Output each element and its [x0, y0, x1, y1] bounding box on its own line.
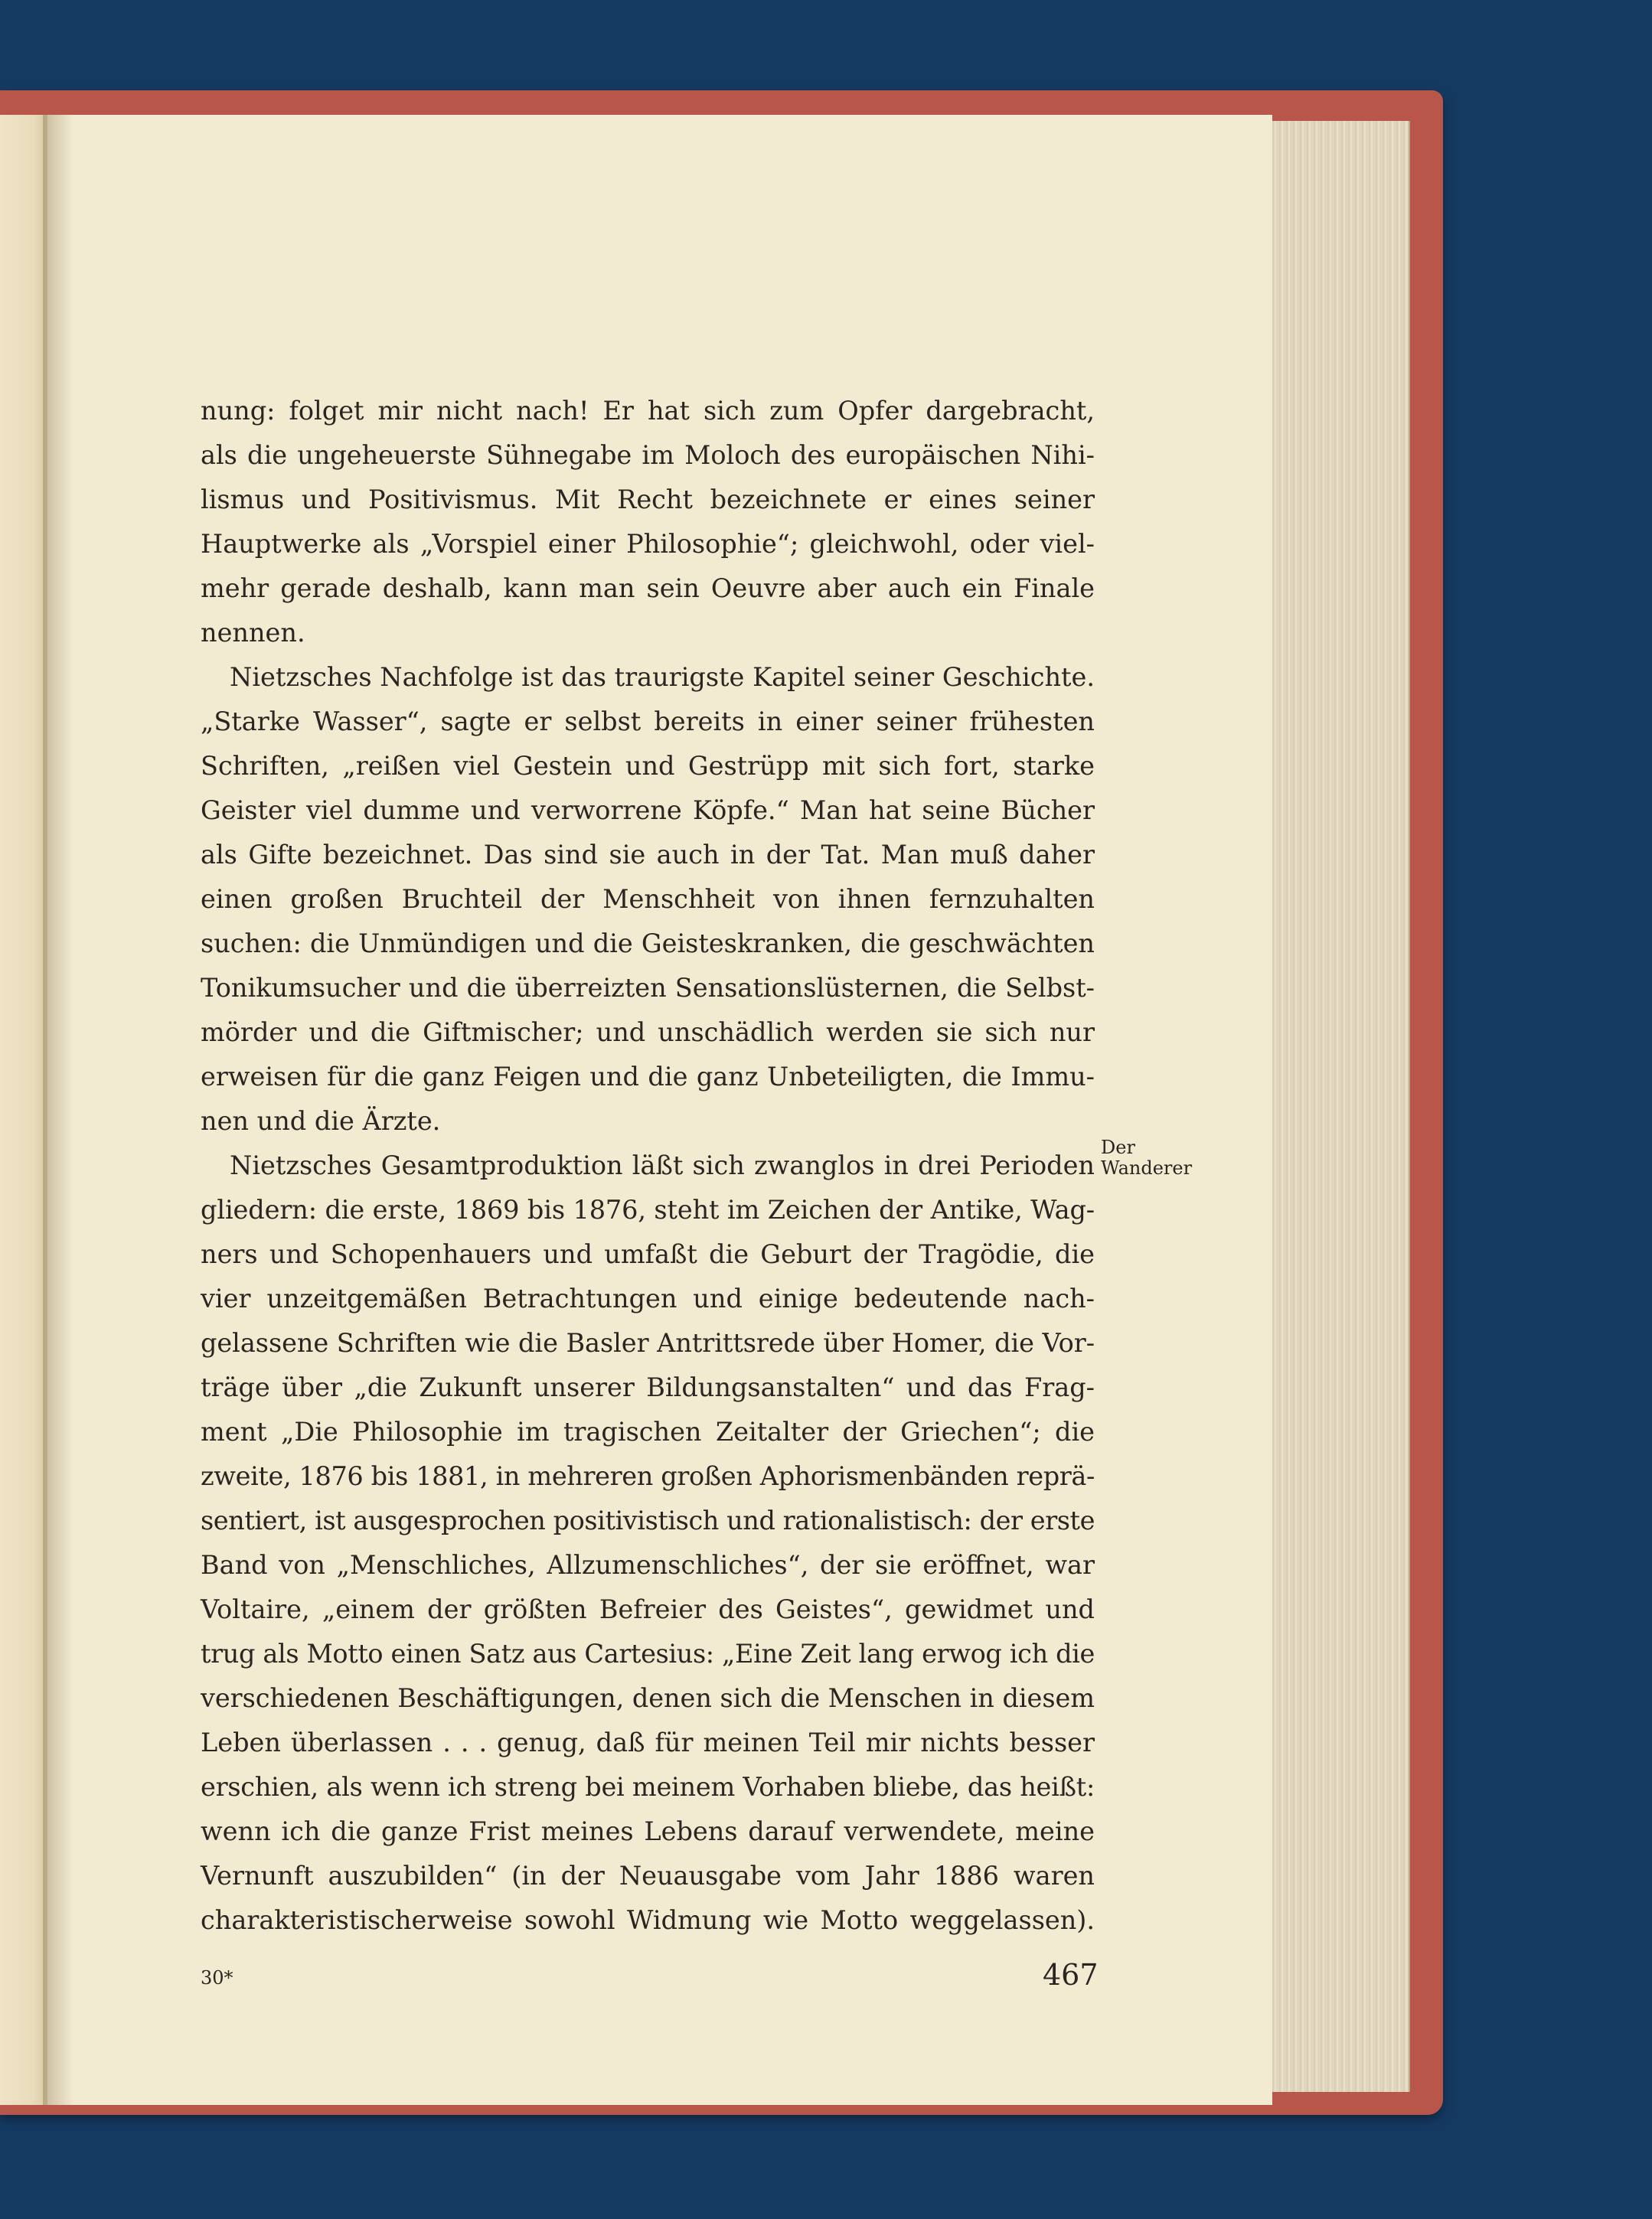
text-line: Band von „Menschliches, Allzumenschliches“, der sie eröffnet, war — [201, 1550, 1095, 1580]
signature-mark: 30* — [201, 1967, 233, 1989]
text-line: suchen: die Unmündigen und die Geisteskranken, die geschwächten — [201, 928, 1095, 958]
text-line: erweisen für die ganz Feigen und die ganz Unbeteiligten, die Immu- — [201, 1062, 1095, 1092]
text-line: träge über „die Zukunft unserer Bildungsanstalten“ und das Frag- — [201, 1372, 1095, 1402]
text-line: Voltaire, „einem der größten Befreier des Geistes“, gewidmet und — [201, 1594, 1095, 1624]
gutter-shadow — [43, 115, 73, 2105]
text-line: Hauptwerke als „Vorspiel einer Philosophie“; gleichwohl, oder viel- — [201, 529, 1095, 559]
text-line: ners und Schopenhauers und umfaßt die Geburt der Tragödie, die — [201, 1239, 1095, 1269]
text-line: Schriften, „reißen viel Gestein und Gestrüpp mit sich fort, starke — [201, 751, 1095, 781]
text-line: Leben überlassen . . . genug, daß für meinen Teil mir nichts besser — [201, 1728, 1095, 1757]
text-line: Nietzsches Gesamtproduktion läßt sich zwanglos in drei Perioden — [230, 1150, 1095, 1180]
text-line: gelassene Schriften wie die Basler Antrittsrede über Homer, die Vor- — [201, 1328, 1095, 1358]
text-line: ment „Die Philosophie im tragischen Zeitalter der Griechen“; die — [201, 1417, 1095, 1447]
text-line: mörder und die Giftmischer; und unschädlich werden sie sich nur — [201, 1017, 1095, 1047]
text-line: verschiedenen Beschäftigungen, denen sich die Menschen in diesem — [201, 1683, 1095, 1713]
text-line: mehr gerade deshalb, kann man sein Oeuvre aber auch ein Finale — [201, 573, 1095, 603]
text-line: gliedern: die erste, 1869 bis 1876, steht im Zeichen der Antike, Wag- — [201, 1195, 1095, 1225]
text-line: Tonikumsucher und die überreizten Sensationslüsternen, die Selbst- — [201, 973, 1095, 1003]
text-line: als die ungeheuerste Sühnegabe im Moloch des europäischen Nihi- — [201, 440, 1095, 470]
margin-note-line-2: Wanderer — [1101, 1157, 1193, 1179]
text-line: als Gifte bezeichnet. Das sind sie auch in der Tat. Man muß daher — [201, 840, 1095, 870]
text-line: charakteristischerweise sowohl Widmung wie Motto weggelassen). — [201, 1905, 1095, 1935]
page-edges — [1271, 121, 1410, 2092]
text-line: „Starke Wasser“, sagte er selbst bereits in einer seiner frühesten — [201, 706, 1095, 736]
left-page-edge — [0, 115, 47, 2105]
text-line: vier unzeitgemäßen Betrachtungen und einige bedeutende nach- — [201, 1284, 1095, 1313]
text-line: Geister viel dumme und verworrene Köpfe.“ Man hat seine Bücher — [201, 795, 1095, 825]
page-number: 467 — [1043, 1958, 1099, 1992]
text-line: nennen. — [201, 618, 305, 648]
text-line: nung: folget mir nicht nach! Er hat sich zum Opfer dargebracht, — [201, 396, 1095, 426]
text-line: Nietzsches Nachfolge ist das traurigste Kapitel seiner Geschichte. — [230, 662, 1095, 692]
text-line: trug als Motto einen Satz aus Cartesius: „Eine Zeit lang erwog ich die — [201, 1639, 1095, 1669]
text-line: nen und die Ärzte. — [201, 1106, 441, 1136]
text-line: einen großen Bruchteil der Menschheit von ihnen fernzuhalten — [201, 884, 1095, 914]
text-line: sentiert, ist ausgesprochen positivistisch und rationalistisch: der erste — [201, 1506, 1095, 1535]
margin-note-line-1: Der — [1101, 1137, 1135, 1158]
book-page — [47, 115, 1272, 2105]
text-line: zweite, 1876 bis 1881, in mehreren großen Aphorismenbänden reprä- — [201, 1461, 1095, 1491]
body-text — [201, 389, 1095, 1943]
margin-note — [1101, 1137, 1192, 1179]
text-line: erschien, als wenn ich streng bei meinem Vorhaben bliebe, das heißt: — [201, 1772, 1095, 1802]
text-line: lismus und Positivismus. Mit Recht bezeichnete er eines seiner — [201, 485, 1095, 514]
text-line: wenn ich die ganze Frist meines Lebens darauf verwendete, meine — [201, 1816, 1095, 1846]
text-line: Vernunft auszubilden“ (in der Neuausgabe vom Jahr 1886 waren — [201, 1861, 1095, 1891]
